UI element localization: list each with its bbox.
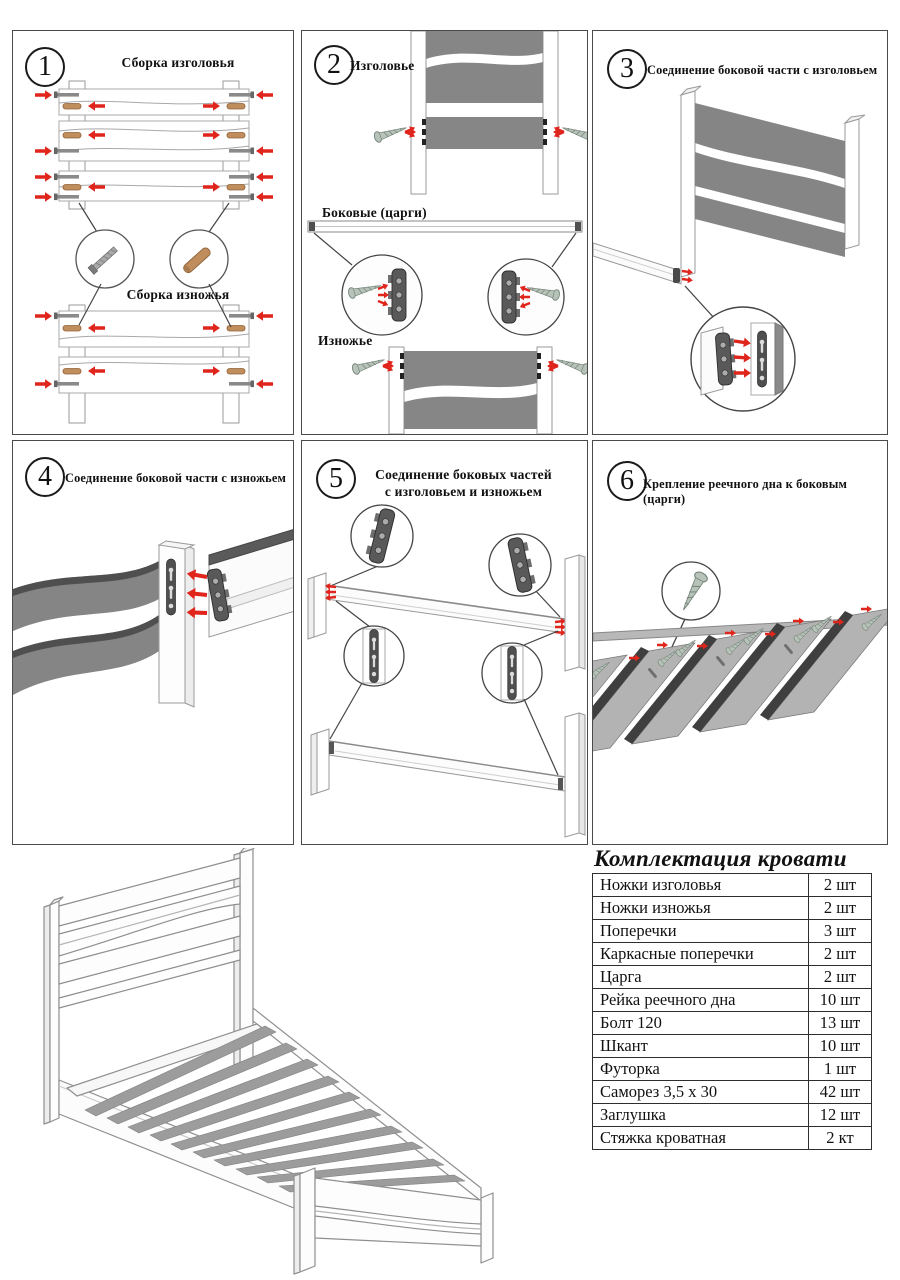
- part-quantity: 13 шт: [809, 1012, 872, 1035]
- part-name: Ножки изножья: [593, 897, 809, 920]
- parts-list-title: Комплектация кровати: [594, 846, 847, 871]
- part-name: Футорка: [593, 1058, 809, 1081]
- part-quantity: 2 шт: [809, 874, 872, 897]
- panel5-title-line2: с изголовьем и изножьем: [384, 484, 543, 499]
- panel2-drawing: [302, 31, 588, 435]
- part-quantity: 2 шт: [809, 897, 872, 920]
- parts-table: [592, 873, 872, 1150]
- panel3-title: Соединение боковой части с изголовьем: [647, 63, 878, 77]
- part-quantity: 2 кт: [809, 1127, 872, 1150]
- step-number: 4: [38, 461, 52, 492]
- step-number-badge: [607, 461, 647, 501]
- table-row: [593, 966, 872, 989]
- panel4-drawing: [13, 441, 294, 845]
- step-number-badge: [314, 45, 354, 85]
- panel5-title-line1: Соединение боковых частей: [375, 467, 552, 482]
- table-row: [593, 1058, 872, 1081]
- connection-detail-circle: [685, 286, 795, 411]
- screw-icon: [351, 355, 386, 376]
- table-row: [593, 1081, 872, 1104]
- table-row: [593, 897, 872, 920]
- step-number: 6: [620, 465, 634, 496]
- panel-step-5: [301, 440, 588, 845]
- table-row: [593, 1104, 872, 1127]
- part-name: Каркасные поперечки: [593, 943, 809, 966]
- side-rail-drawing: [308, 221, 582, 335]
- panel-step-2: [301, 30, 588, 435]
- step-number: 5: [329, 463, 343, 494]
- fastener-detail-circles: [76, 203, 229, 288]
- slot-plate-icon: [370, 629, 379, 682]
- assembled-bed-drawing: [15, 848, 590, 1278]
- table-row: [593, 943, 872, 966]
- panel-step-6: [592, 440, 888, 845]
- step-number-badge: [607, 49, 647, 89]
- panel4-title: Соединение боковой части с изножьем: [65, 471, 287, 485]
- panel1-title-bottom: Сборка изножья: [126, 287, 230, 302]
- part-name: Заглушка: [593, 1104, 809, 1127]
- panel1-drawing: [13, 31, 294, 435]
- post-perspective: [159, 541, 194, 707]
- side-rail-perspective: [593, 243, 693, 284]
- part-quantity: 1 шт: [809, 1058, 872, 1081]
- bed-slats: [85, 1026, 465, 1192]
- parts-table-body: [593, 874, 872, 1150]
- panel1-title-top: Сборка изголовья: [121, 55, 235, 70]
- footboard-perspective: [13, 561, 159, 695]
- footboard-front-view: [35, 284, 273, 423]
- part-name: Шкант: [593, 1035, 809, 1058]
- part-name: Царга: [593, 966, 809, 989]
- part-name: Ножки изголовья: [593, 874, 809, 897]
- step-number: 2: [327, 49, 341, 80]
- table-row: [593, 920, 872, 943]
- headboard-drawing: [373, 31, 588, 194]
- part-quantity: 2 шт: [809, 966, 872, 989]
- panel2-label-sides: Боковые (царги): [322, 205, 427, 220]
- bracket-icon: [502, 271, 520, 323]
- table-row: [593, 1012, 872, 1035]
- part-quantity: 10 шт: [809, 1035, 872, 1058]
- slot-plate-icon: [167, 559, 176, 615]
- headboard-perspective: [681, 86, 865, 277]
- part-name: Поперечки: [593, 920, 809, 943]
- screw-icon: [555, 355, 588, 376]
- panel3-drawing: [593, 31, 888, 435]
- step-number: 3: [620, 53, 634, 84]
- table-row: [593, 1127, 872, 1150]
- part-name: Саморез 3,5 х 30: [593, 1081, 809, 1104]
- panel2-label-headboard: Изголовье: [350, 58, 415, 73]
- footboard-drawing: [351, 347, 588, 434]
- screw-icon: [561, 123, 588, 144]
- bracket-icon: [388, 269, 406, 321]
- panel6-title: Крепление реечного дна к боковым (царги): [643, 477, 848, 506]
- slot-plate-icon: [758, 331, 767, 387]
- rail-perspective: [186, 529, 294, 637]
- step-number: 1: [38, 51, 52, 82]
- headboard-front-view: [35, 81, 273, 209]
- slot-plate-icon: [508, 646, 517, 699]
- part-name: Рейка реечного дна: [593, 989, 809, 1012]
- panel2-label-footboard: Изножье: [318, 333, 373, 348]
- panel-step-3: [592, 30, 888, 435]
- screw-icon: [373, 123, 408, 144]
- table-row: [593, 874, 872, 897]
- part-name: Болт 120: [593, 1012, 809, 1035]
- part-quantity: 42 шт: [809, 1081, 872, 1104]
- table-row: [593, 1035, 872, 1058]
- part-quantity: 2 шт: [809, 943, 872, 966]
- lower-rail-assembly: [311, 713, 585, 837]
- step-number-badge: [25, 47, 65, 87]
- panel5-drawing: [302, 441, 588, 845]
- table-row: [593, 989, 872, 1012]
- panel-step-4: [12, 440, 294, 845]
- panel-step-1: [12, 30, 294, 435]
- bracket-icon: [715, 332, 737, 385]
- part-quantity: 12 шт: [809, 1104, 872, 1127]
- part-name: Стяжка кроватная: [593, 1127, 809, 1150]
- part-quantity: 10 шт: [809, 989, 872, 1012]
- step-number-badge: [25, 457, 65, 497]
- parts-list: [592, 846, 872, 1150]
- part-quantity: 3 шт: [809, 920, 872, 943]
